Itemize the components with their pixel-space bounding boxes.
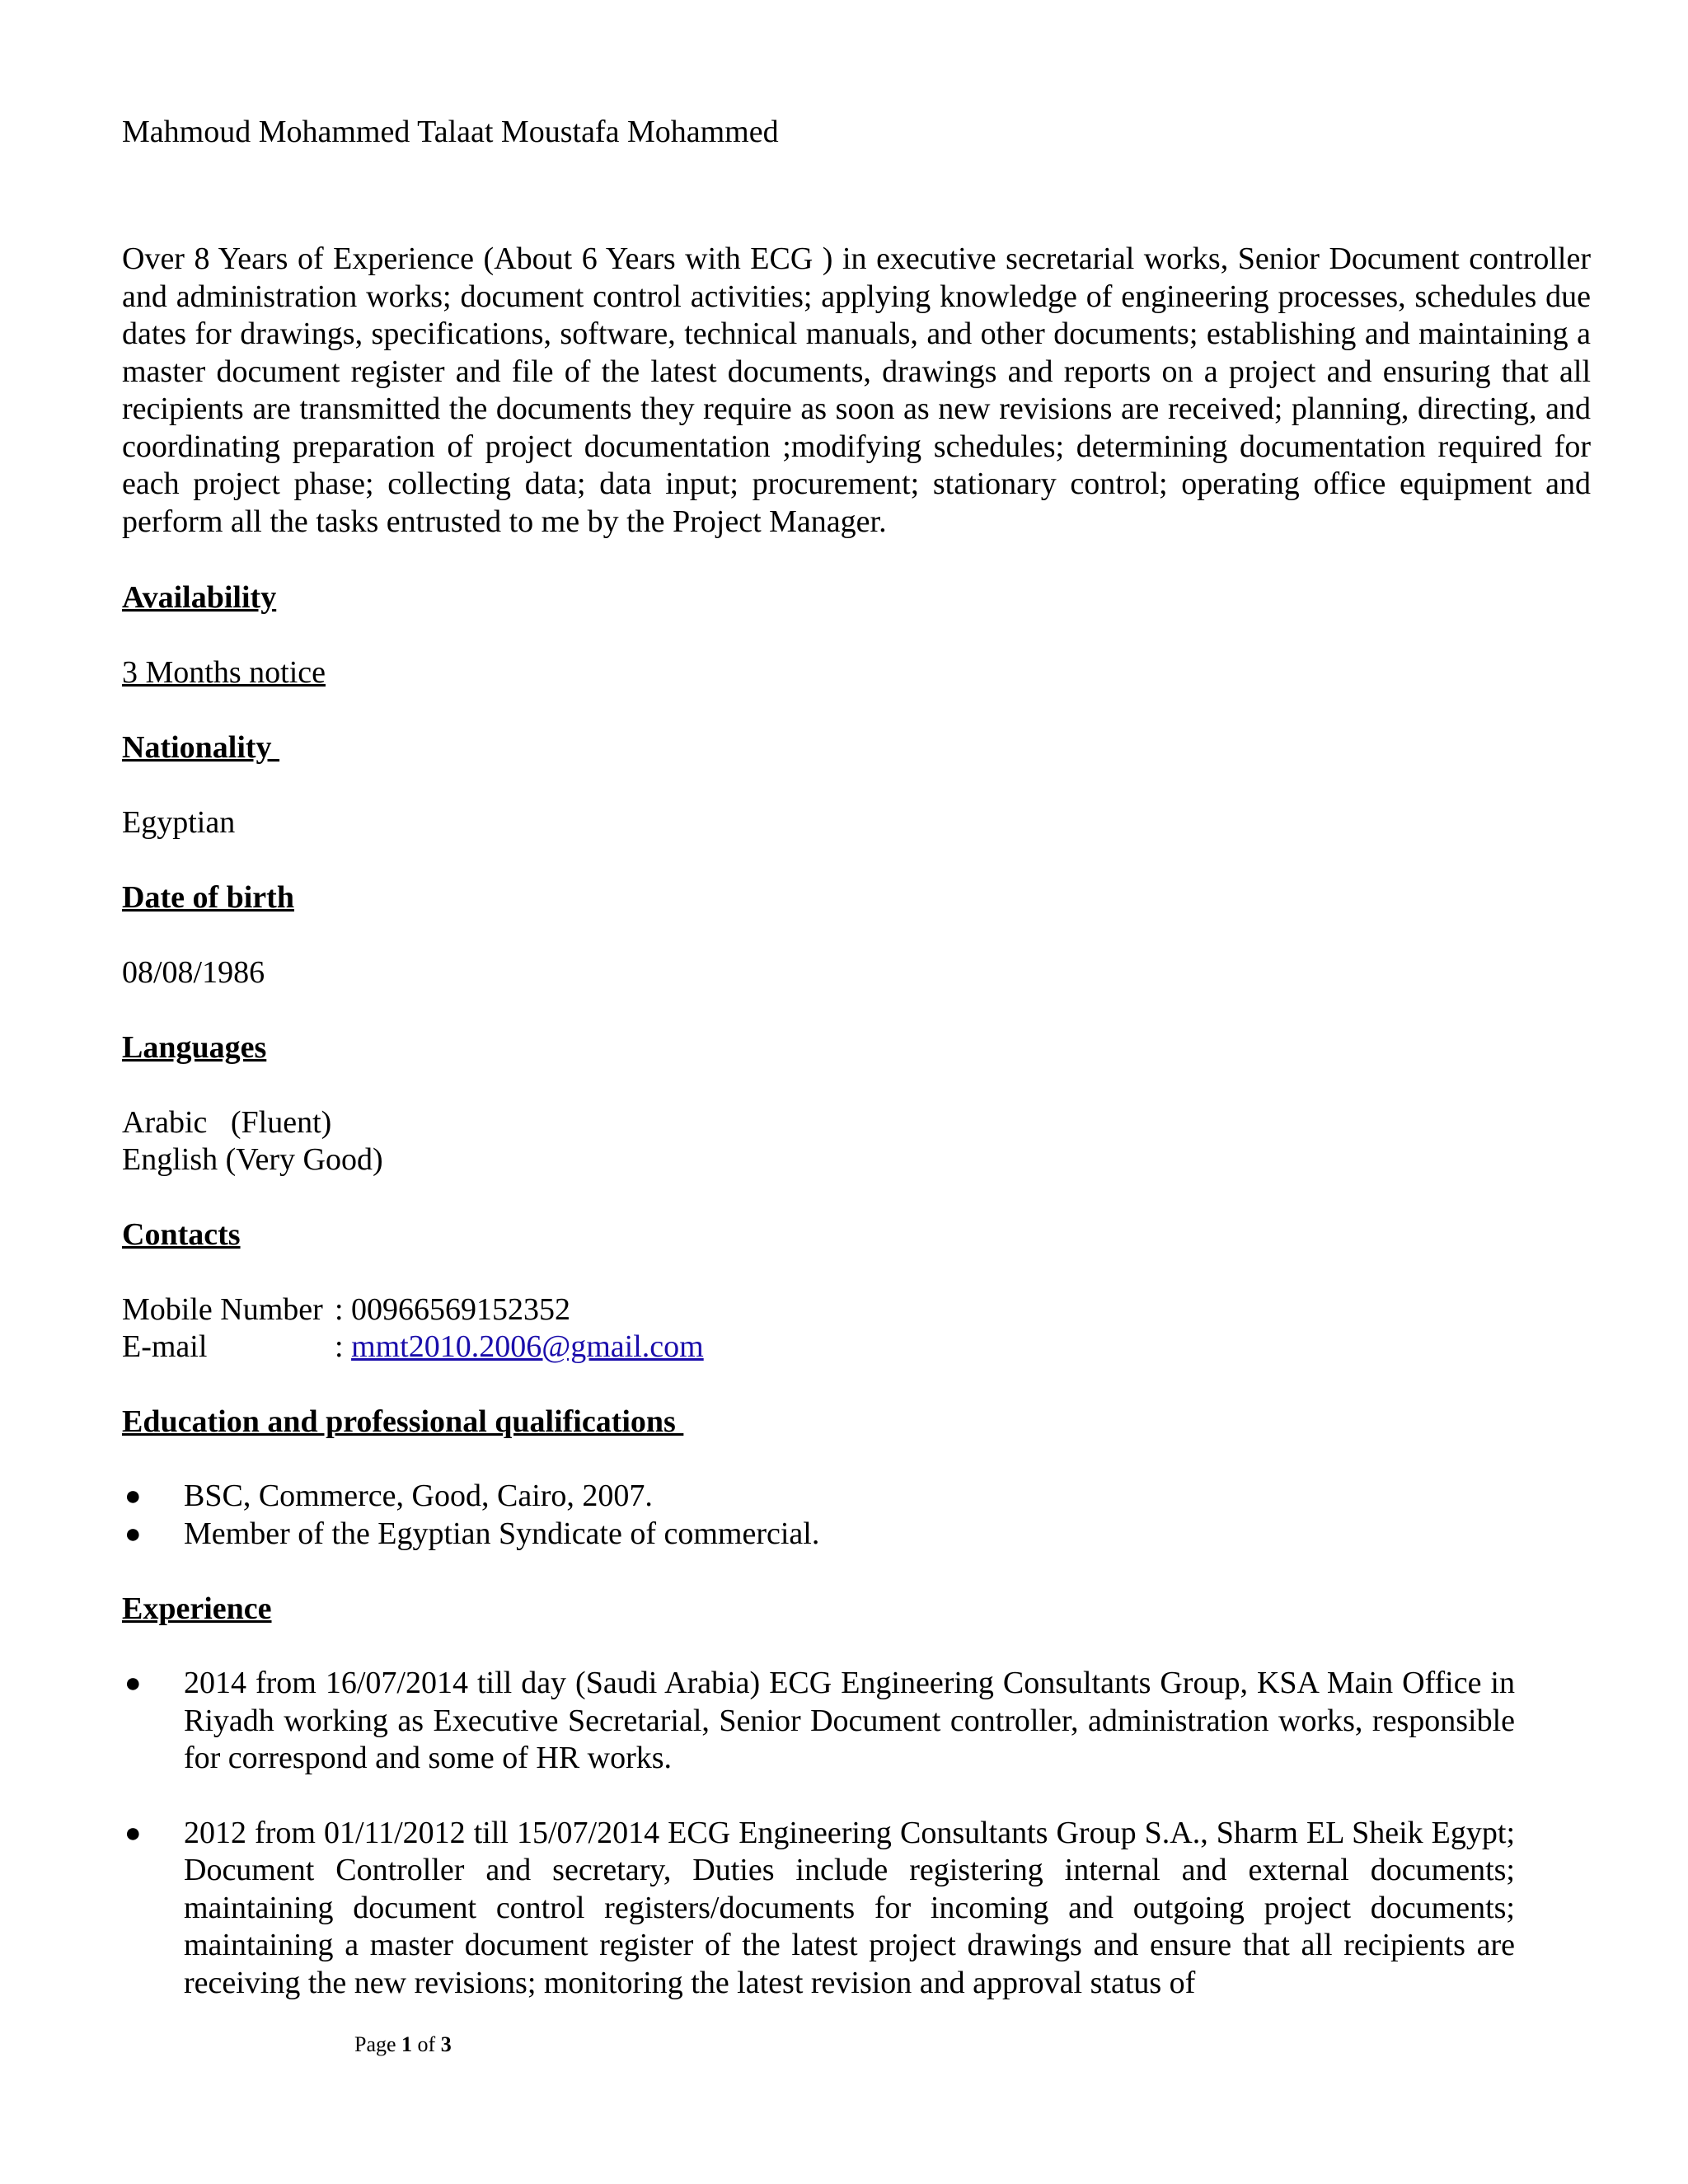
education-heading: Education and professional qualifications: [122, 1404, 684, 1439]
bullet-icon: ●: [124, 1668, 142, 1699]
email-link[interactable]: mmt2010.2006@gmail.com: [351, 1329, 704, 1364]
availability-heading: Availability: [122, 580, 277, 615]
page-footer: [354, 2032, 452, 2058]
mobile-row: [122, 1291, 570, 1329]
education-list: [122, 1478, 1515, 1553]
language-item: English (Very Good): [122, 1142, 383, 1177]
education-item: ● BSC, Commerce, Good, Cairo, 2007.: [122, 1478, 1515, 1516]
bullet-icon: ●: [124, 1518, 142, 1549]
candidate-name: Mahmoud Mohammed Talaat Moustafa Mohammed: [122, 115, 779, 149]
bullet-icon: ●: [124, 1481, 142, 1511]
email-label: E-mail: [122, 1329, 208, 1364]
profile-summary: Over 8 Years of Experience (About 6 Years with ECG ) in executive secretarial works, Senior Document controller and administration works; document control activities; applying knowledge of engineering processes, schedules due dates for drawings, specifications, software, technical manuals, and other documents; establishing and maintaining a master document register and file of the latest documents, drawings and reports on a project and ensuring that all recipients are transmitted the documents they require as soon as new revisions are received; planning, directing, and coordinating preparation of project documentation ;modifying schedules; determining documentation required for each project phase; collecting data; data input; procurement; stationary control; operating office equipment and perform all the tasks entrusted to me by the Project Manager.: [122, 241, 1591, 539]
nationality-value: Egyptian: [122, 805, 236, 840]
availability-value: 3 Months notice: [122, 655, 326, 690]
experience-item: ● 2012 from 01/11/2012 till 15/07/2014 ECG Engineering Consultants Group S.A., Sharm EL Sheik Egypt; Document Controller and secretary, Duties include registering internal and external documents; maintaining document control registers/documents for incoming and outgoing project documents; maintaining a master document register of the latest project drawings and ensure that all recipients are receiving the new revisions; monitoring the latest revision and approval status of: [124, 1815, 1515, 2000]
experience-list: [122, 1665, 1515, 2039]
mobile-value: : 00966569152352: [335, 1292, 571, 1327]
bullet-icon: ●: [124, 1817, 142, 1849]
page-word: Page: [354, 2032, 396, 2056]
of-word: of: [417, 2032, 436, 2056]
email-row: [122, 1328, 704, 1366]
language-item: Arabic (Fluent): [122, 1105, 332, 1140]
nationality-heading: Nationality: [122, 730, 280, 765]
dob-heading: Date of birth: [122, 880, 294, 915]
total-page-count: 3: [440, 2032, 452, 2056]
experience-item: ● 2014 from 16/07/2014 till day (Saudi Arabia) ECG Engineering Consultants Group, KSA Main Office in Riyadh working as Executive Secretarial, Senior Document controller, administration works, responsible for correspond and some of HR works.: [124, 1666, 1515, 1775]
email-separator: :: [335, 1329, 352, 1364]
experience-heading: Experience: [122, 1591, 272, 1626]
languages-heading: Languages: [122, 1030, 267, 1065]
dob-value: 08/08/1986: [122, 955, 265, 990]
contacts-heading: Contacts: [122, 1217, 241, 1252]
mobile-label: Mobile Number: [122, 1292, 323, 1327]
current-page-number: 1: [401, 2032, 413, 2056]
education-item: ● Member of the Egyptian Syndicate of commercial.: [122, 1516, 1515, 1554]
